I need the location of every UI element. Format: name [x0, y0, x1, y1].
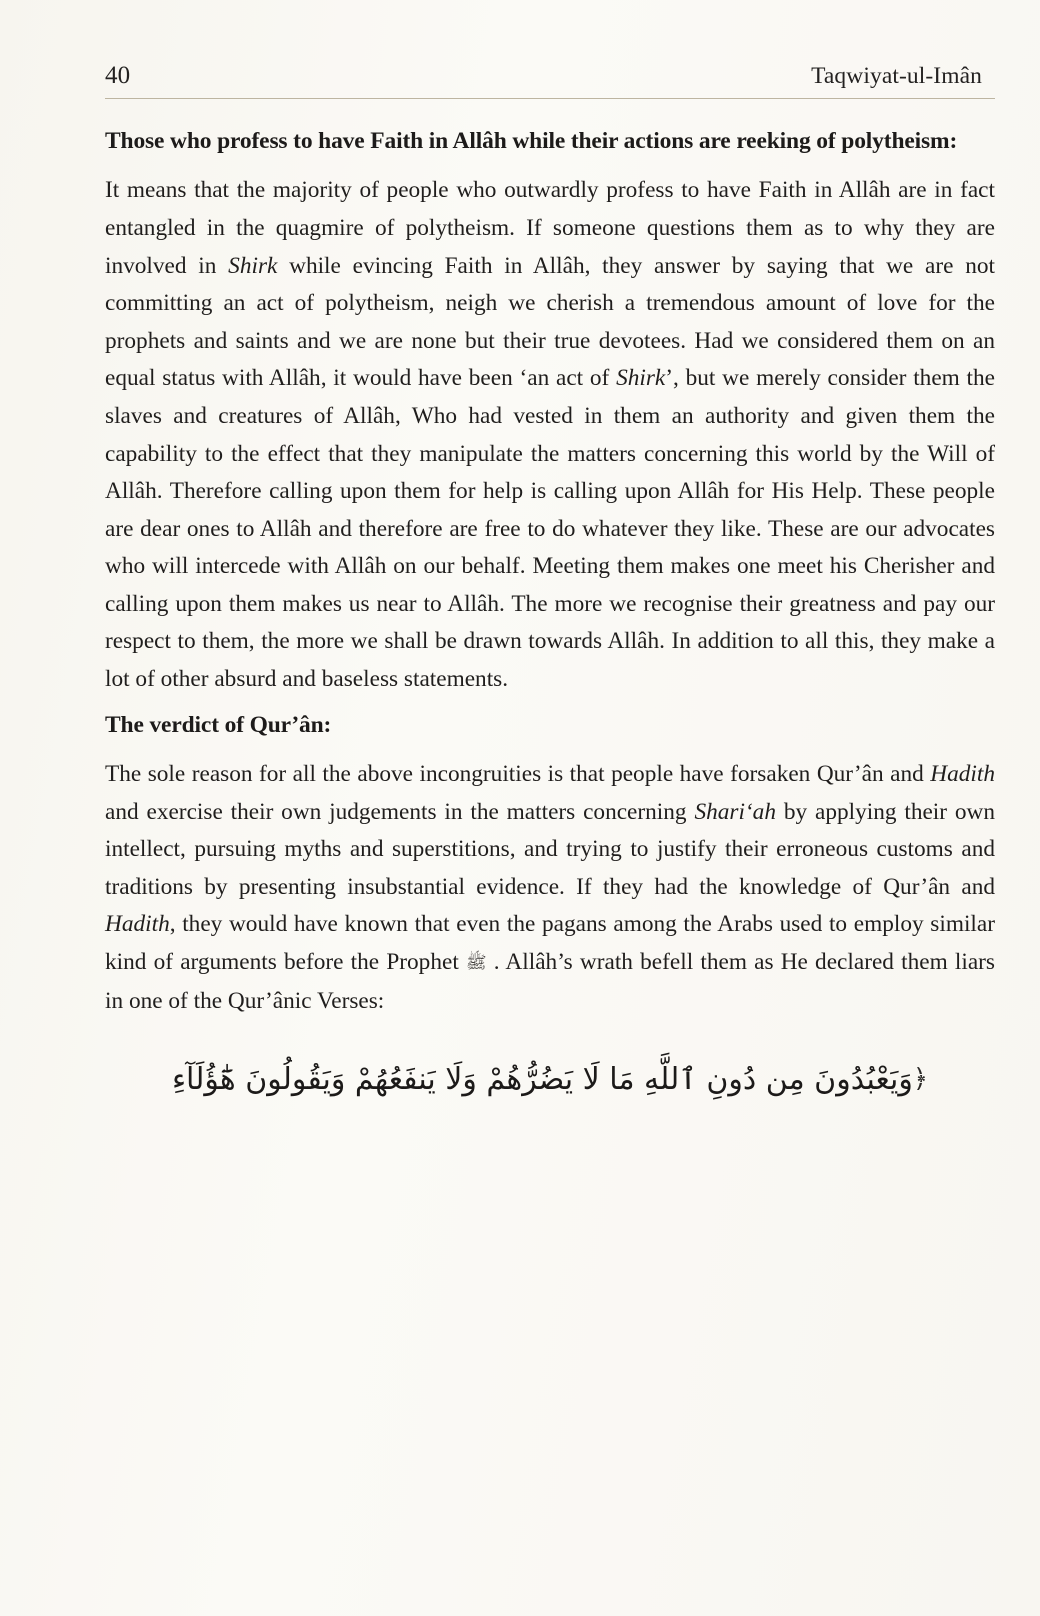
paragraph-2-segment-2: and exercise their own judgements in the matters concerning — [105, 798, 695, 825]
paragraph-2-segment-5: . Allâh’s wrath befell them as He declared them liars in one of the Qur’ânic Verses: — [105, 949, 996, 1014]
paragraph-2-segment-1: The sole reason for all the above incongruities is that people have forsaken Qur’ân and — [105, 761, 931, 788]
header-divider-rule — [105, 98, 995, 99]
term-shirk-2: Shirk — [616, 365, 666, 392]
paragraph-polytheism-explanation — [105, 172, 995, 698]
book-title-running-head: Taqwiyat-ul-Imân — [811, 63, 982, 89]
paragraph-1-segment-2: while evincing Faith in Allâh, they answer by saying that we are not committing an act of polytheism, neigh we cherish a tremendous amount of love for the prophets and saints and we are none but their true devotees. Had we considered them on an equal status with Allâh, it would have been ‘an act of — [105, 252, 995, 392]
sallallahu-alayhi-wasallam-icon: ﷺ — [465, 953, 487, 972]
verse-arabic: وَيَعْبُدُونَ مِن دُونِ ٱللَّهِ مَا لَا يَضُرُّهُمْ وَلَا يَنفَعُهُمْ وَيَقُولُونَ هَٰٓؤُلَآءِ — [171, 1062, 913, 1098]
paragraph-1-segment-3: ’, but we merely consider them the slaves and creatures of Allâh, Who had vested in them an authority and given them the capability to the effect that they manipulate the matters concerning this world by the Will of Allâh. Therefore calling upon them for help is calling upon Allâh for His Help. These people are dear ones to Allâh and therefore are free to do whatever they like. These are our advocates who will intercede with Allâh on our behalf. Meeting them makes one meet his Cherisher and calling upon them makes us near to Allâh. The more we recognise their greatness and pay our respect to them, the more we shall be drawn towards Allâh. In addition to all this, they make a lot of other absurd and baseless statements. — [105, 365, 996, 693]
page-number: 40 — [105, 62, 131, 89]
term-shirk-1: Shirk — [228, 252, 278, 279]
term-shariah: Shari‘ah — [694, 798, 776, 825]
section-heading-verdict-of-quran: The verdict of Qur’ân: — [105, 711, 332, 738]
term-hadith-1: Hadith — [930, 761, 995, 788]
paragraph-verdict-of-quran — [105, 756, 995, 1020]
quranic-verse-block — [105, 1054, 995, 1107]
running-header — [105, 62, 995, 96]
page-content-area — [105, 62, 995, 1107]
quranic-verse-arabic-text — [172, 1054, 928, 1107]
term-hadith-2: Hadith — [105, 911, 170, 938]
paragraph-1-segment-1: It means that the majority of people who outwardly profess to have Faith in Allâh are in fact entangled in the quagmire of polytheism. If someone questions them as to why they are involved in — [105, 177, 995, 279]
section-heading-polytheism: Those who profess to have Faith in Allâh while their actions are reeking of polytheism: — [105, 128, 958, 154]
verse-ornament-open-icon: ﴿ — [912, 1064, 929, 1095]
paragraph-2-segment-4: , they would have known that even the pagans among the Arabs used to employ similar kind of arguments before the Prophet — [105, 911, 995, 975]
paragraph-2-segment-3: by applying their own intellect, pursuing myths and superstitions, and trying to justify their erroneous customs and traditions by presenting insubstantial evidence. If they had the knowledge of Qur’ân and — [105, 798, 996, 900]
